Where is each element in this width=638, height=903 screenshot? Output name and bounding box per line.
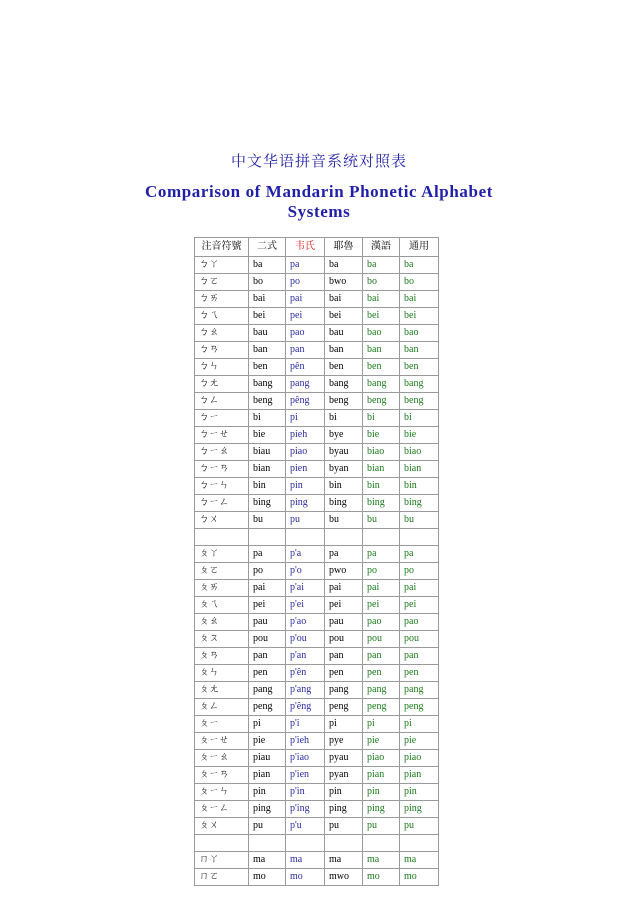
cell-zhuyin: ㄆㄞ — [195, 580, 249, 597]
cell-zhuyin: ㄇㄛ — [195, 869, 249, 886]
cell-yale: bang — [325, 376, 363, 393]
cell-tongyong — [400, 529, 439, 546]
table-row — [195, 274, 439, 291]
cell-erhshih: bin — [249, 478, 286, 495]
table-header-row — [195, 238, 439, 257]
cell-zhuyin: ㄅㄛ — [195, 274, 249, 291]
table-row — [195, 699, 439, 716]
table-row — [195, 308, 439, 325]
table-row — [195, 614, 439, 631]
cell-tongyong: beng — [400, 393, 439, 410]
cell-erhshih: bang — [249, 376, 286, 393]
cell-tongyong — [400, 835, 439, 852]
cell-erhshih: biau — [249, 444, 286, 461]
cell-tongyong: pie — [400, 733, 439, 750]
cell-wade-giles: p'ên — [286, 665, 325, 682]
cell-hanyu: pang — [363, 682, 400, 699]
cell-wade-giles: p'a — [286, 546, 325, 563]
cell-yale: pang — [325, 682, 363, 699]
cell-erhshih: pian — [249, 767, 286, 784]
cell-tongyong: pan — [400, 648, 439, 665]
cell-wade-giles — [286, 835, 325, 852]
cell-yale: pwo — [325, 563, 363, 580]
cell-zhuyin: ㄅㄠ — [195, 325, 249, 342]
table-row — [195, 852, 439, 869]
cell-tongyong: pa — [400, 546, 439, 563]
table-row — [195, 665, 439, 682]
comparison-table — [194, 237, 439, 886]
cell-hanyu: pa — [363, 546, 400, 563]
cell-yale: pyan — [325, 767, 363, 784]
cell-erhshih — [249, 835, 286, 852]
cell-zhuyin: ㄆㄧㄥ — [195, 801, 249, 818]
table-body — [195, 257, 439, 886]
cell-hanyu: pi — [363, 716, 400, 733]
cell-hanyu: pen — [363, 665, 400, 682]
cell-yale: peng — [325, 699, 363, 716]
cell-zhuyin: ㄅㄧㄠ — [195, 444, 249, 461]
cell-wade-giles: pu — [286, 512, 325, 529]
cell-hanyu: pian — [363, 767, 400, 784]
cell-hanyu: bu — [363, 512, 400, 529]
cell-wade-giles: p'ien — [286, 767, 325, 784]
cell-hanyu: bin — [363, 478, 400, 495]
cell-erhshih: pa — [249, 546, 286, 563]
cell-erhshih: pou — [249, 631, 286, 648]
cell-erhshih: pei — [249, 597, 286, 614]
cell-wade-giles: pa — [286, 257, 325, 274]
cell-yale: ma — [325, 852, 363, 869]
cell-erhshih: pi — [249, 716, 286, 733]
cell-tongyong: mo — [400, 869, 439, 886]
page-title-chinese: 中文华语拼音系统对照表 — [230, 152, 407, 170]
table-row — [195, 410, 439, 427]
table-row — [195, 784, 439, 801]
cell-erhshih: pai — [249, 580, 286, 597]
cell-wade-giles: p'i — [286, 716, 325, 733]
cell-hanyu: pan — [363, 648, 400, 665]
table-row — [195, 801, 439, 818]
table-row — [195, 529, 439, 546]
cell-hanyu: ba — [363, 257, 400, 274]
cell-wade-giles: p'ang — [286, 682, 325, 699]
cell-tongyong: bing — [400, 495, 439, 512]
cell-erhshih: bing — [249, 495, 286, 512]
cell-hanyu: ma — [363, 852, 400, 869]
cell-erhshih: bian — [249, 461, 286, 478]
cell-wade-giles: p'ei — [286, 597, 325, 614]
cell-tongyong: pu — [400, 818, 439, 835]
header-erhshih: 二式 — [249, 238, 286, 257]
cell-yale: bing — [325, 495, 363, 512]
cell-zhuyin: ㄅㄟ — [195, 308, 249, 325]
cell-yale: bi — [325, 410, 363, 427]
cell-erhshih: ba — [249, 257, 286, 274]
cell-hanyu: bang — [363, 376, 400, 393]
cell-zhuyin: ㄅㄧㄢ — [195, 461, 249, 478]
cell-hanyu: pie — [363, 733, 400, 750]
cell-zhuyin: ㄅㄧㄝ — [195, 427, 249, 444]
cell-hanyu: ping — [363, 801, 400, 818]
table-row — [195, 767, 439, 784]
cell-yale: bin — [325, 478, 363, 495]
cell-wade-giles: pin — [286, 478, 325, 495]
cell-wade-giles: pang — [286, 376, 325, 393]
cell-zhuyin — [195, 835, 249, 852]
cell-zhuyin: ㄆㄧ — [195, 716, 249, 733]
cell-yale: pi — [325, 716, 363, 733]
cell-wade-giles: mo — [286, 869, 325, 886]
cell-erhshih: bai — [249, 291, 286, 308]
header-zhuyin: 注音符號 — [195, 238, 249, 257]
cell-erhshih: pen — [249, 665, 286, 682]
cell-hanyu: bi — [363, 410, 400, 427]
cell-yale: ping — [325, 801, 363, 818]
table-row — [195, 597, 439, 614]
header-hanyu: 漢語 — [363, 238, 400, 257]
cell-yale: pau — [325, 614, 363, 631]
cell-wade-giles: pao — [286, 325, 325, 342]
table-row — [195, 478, 439, 495]
cell-tongyong: bi — [400, 410, 439, 427]
cell-wade-giles: p'ou — [286, 631, 325, 648]
cell-zhuyin: ㄅㄣ — [195, 359, 249, 376]
cell-hanyu: beng — [363, 393, 400, 410]
cell-hanyu: biao — [363, 444, 400, 461]
cell-yale: ba — [325, 257, 363, 274]
cell-hanyu: bie — [363, 427, 400, 444]
cell-erhshih: pin — [249, 784, 286, 801]
cell-tongyong: bu — [400, 512, 439, 529]
cell-wade-giles: p'ai — [286, 580, 325, 597]
header-tongyong: 通用 — [400, 238, 439, 257]
cell-zhuyin: ㄅㄚ — [195, 257, 249, 274]
cell-tongyong: pian — [400, 767, 439, 784]
cell-yale — [325, 835, 363, 852]
table-row — [195, 342, 439, 359]
header-wade-giles: 韦氏 — [286, 238, 325, 257]
cell-zhuyin: ㄅㄧㄥ — [195, 495, 249, 512]
cell-erhshih: ma — [249, 852, 286, 869]
cell-yale: bai — [325, 291, 363, 308]
cell-yale: pan — [325, 648, 363, 665]
cell-zhuyin: ㄆㄟ — [195, 597, 249, 614]
cell-tongyong: ping — [400, 801, 439, 818]
table-row — [195, 291, 439, 308]
cell-wade-giles: pien — [286, 461, 325, 478]
cell-wade-giles: p'in — [286, 784, 325, 801]
cell-tongyong: bian — [400, 461, 439, 478]
cell-wade-giles: pi — [286, 410, 325, 427]
cell-zhuyin: ㄅㄢ — [195, 342, 249, 359]
cell-tongyong: bin — [400, 478, 439, 495]
cell-tongyong: pen — [400, 665, 439, 682]
cell-yale: pye — [325, 733, 363, 750]
cell-hanyu: piao — [363, 750, 400, 767]
cell-yale: beng — [325, 393, 363, 410]
cell-wade-giles: piao — [286, 444, 325, 461]
cell-erhshih: bei — [249, 308, 286, 325]
cell-tongyong: bao — [400, 325, 439, 342]
cell-tongyong: ban — [400, 342, 439, 359]
cell-hanyu: bai — [363, 291, 400, 308]
cell-yale: pen — [325, 665, 363, 682]
cell-tongyong: pei — [400, 597, 439, 614]
cell-erhshih: beng — [249, 393, 286, 410]
cell-tongyong: bie — [400, 427, 439, 444]
cell-tongyong: pai — [400, 580, 439, 597]
cell-hanyu: pai — [363, 580, 400, 597]
cell-erhshih: bi — [249, 410, 286, 427]
cell-zhuyin: ㄆㄠ — [195, 614, 249, 631]
cell-yale: ban — [325, 342, 363, 359]
cell-hanyu: pao — [363, 614, 400, 631]
cell-wade-giles: p'ao — [286, 614, 325, 631]
cell-erhshih: pang — [249, 682, 286, 699]
cell-erhshih: bu — [249, 512, 286, 529]
cell-wade-giles: po — [286, 274, 325, 291]
cell-yale: bye — [325, 427, 363, 444]
cell-wade-giles: p'ieh — [286, 733, 325, 750]
cell-erhshih: ping — [249, 801, 286, 818]
cell-zhuyin: ㄅㄨ — [195, 512, 249, 529]
page-title-english — [100, 182, 538, 222]
table-row — [195, 563, 439, 580]
cell-zhuyin: ㄆㄡ — [195, 631, 249, 648]
table-row — [195, 648, 439, 665]
cell-hanyu: pin — [363, 784, 400, 801]
cell-wade-giles: pieh — [286, 427, 325, 444]
table-row — [195, 733, 439, 750]
cell-wade-giles: pan — [286, 342, 325, 359]
cell-erhshih: bau — [249, 325, 286, 342]
cell-wade-giles: p'u — [286, 818, 325, 835]
cell-yale: pa — [325, 546, 363, 563]
cell-yale: bau — [325, 325, 363, 342]
cell-hanyu: bo — [363, 274, 400, 291]
cell-hanyu: bao — [363, 325, 400, 342]
cell-zhuyin: ㄆㄧㄠ — [195, 750, 249, 767]
cell-hanyu: pei — [363, 597, 400, 614]
cell-tongyong: ba — [400, 257, 439, 274]
cell-erhshih: pie — [249, 733, 286, 750]
cell-zhuyin: ㄅㄤ — [195, 376, 249, 393]
cell-wade-giles: pêng — [286, 393, 325, 410]
table-row — [195, 580, 439, 597]
table-row — [195, 495, 439, 512]
table-row — [195, 546, 439, 563]
cell-tongyong: bang — [400, 376, 439, 393]
cell-erhshih: pan — [249, 648, 286, 665]
cell-hanyu: bing — [363, 495, 400, 512]
cell-zhuyin: ㄆㄚ — [195, 546, 249, 563]
cell-wade-giles: pai — [286, 291, 325, 308]
cell-tongyong: ma — [400, 852, 439, 869]
cell-hanyu: mo — [363, 869, 400, 886]
cell-wade-giles: p'o — [286, 563, 325, 580]
cell-yale: byau — [325, 444, 363, 461]
cell-erhshih: pu — [249, 818, 286, 835]
cell-erhshih: piau — [249, 750, 286, 767]
cell-tongyong: pin — [400, 784, 439, 801]
cell-hanyu: pu — [363, 818, 400, 835]
cell-yale: pu — [325, 818, 363, 835]
cell-yale — [325, 529, 363, 546]
cell-zhuyin: ㄆㄣ — [195, 665, 249, 682]
cell-wade-giles: pei — [286, 308, 325, 325]
cell-tongyong: biao — [400, 444, 439, 461]
cell-wade-giles — [286, 529, 325, 546]
cell-erhshih: peng — [249, 699, 286, 716]
cell-tongyong: pi — [400, 716, 439, 733]
cell-wade-giles: p'an — [286, 648, 325, 665]
cell-hanyu: bei — [363, 308, 400, 325]
cell-hanyu: pou — [363, 631, 400, 648]
cell-tongyong: peng — [400, 699, 439, 716]
cell-tongyong: bo — [400, 274, 439, 291]
cell-zhuyin: ㄆㄧㄣ — [195, 784, 249, 801]
cell-zhuyin: ㄅㄞ — [195, 291, 249, 308]
cell-wade-giles: p'êng — [286, 699, 325, 716]
cell-erhshih: ban — [249, 342, 286, 359]
cell-zhuyin: ㄆㄛ — [195, 563, 249, 580]
cell-yale: bwo — [325, 274, 363, 291]
header-yale: 耶魯 — [325, 238, 363, 257]
table-row — [195, 631, 439, 648]
cell-hanyu: ban — [363, 342, 400, 359]
cell-zhuyin: ㄆㄧㄢ — [195, 767, 249, 784]
cell-yale: bei — [325, 308, 363, 325]
cell-zhuyin: ㄆㄧㄝ — [195, 733, 249, 750]
page-title-english-line1: Comparison of Mandarin Phonetic Alphabet — [145, 182, 493, 201]
cell-wade-giles: pên — [286, 359, 325, 376]
cell-zhuyin: ㄇㄚ — [195, 852, 249, 869]
table-row — [195, 359, 439, 376]
cell-wade-giles: p'iao — [286, 750, 325, 767]
cell-wade-giles: ma — [286, 852, 325, 869]
cell-zhuyin: ㄆㄢ — [195, 648, 249, 665]
cell-zhuyin: ㄅㄧ — [195, 410, 249, 427]
cell-erhshih: bie — [249, 427, 286, 444]
cell-tongyong: pang — [400, 682, 439, 699]
cell-tongyong: bei — [400, 308, 439, 325]
cell-erhshih: ben — [249, 359, 286, 376]
table-row — [195, 818, 439, 835]
cell-yale: bu — [325, 512, 363, 529]
table-row — [195, 512, 439, 529]
cell-tongyong: po — [400, 563, 439, 580]
table-row — [195, 257, 439, 274]
table-row — [195, 376, 439, 393]
cell-yale: pin — [325, 784, 363, 801]
cell-tongyong: pao — [400, 614, 439, 631]
cell-zhuyin: ㄆㄨ — [195, 818, 249, 835]
cell-hanyu — [363, 529, 400, 546]
cell-tongyong: piao — [400, 750, 439, 767]
table-row — [195, 427, 439, 444]
cell-hanyu: ben — [363, 359, 400, 376]
cell-yale: ben — [325, 359, 363, 376]
cell-wade-giles: p'ing — [286, 801, 325, 818]
cell-yale: pyau — [325, 750, 363, 767]
cell-yale: byan — [325, 461, 363, 478]
cell-yale: mwo — [325, 869, 363, 886]
cell-yale: pei — [325, 597, 363, 614]
table-row — [195, 716, 439, 733]
table-row — [195, 461, 439, 478]
cell-erhshih: po — [249, 563, 286, 580]
cell-wade-giles: ping — [286, 495, 325, 512]
table-row — [195, 393, 439, 410]
cell-yale: pai — [325, 580, 363, 597]
cell-hanyu — [363, 835, 400, 852]
cell-erhshih: mo — [249, 869, 286, 886]
page-title-english-line2: Systems — [287, 202, 351, 221]
table-row — [195, 835, 439, 852]
cell-erhshih: pau — [249, 614, 286, 631]
cell-hanyu: po — [363, 563, 400, 580]
cell-tongyong: bai — [400, 291, 439, 308]
cell-zhuyin: ㄆㄤ — [195, 682, 249, 699]
table-row — [195, 325, 439, 342]
cell-zhuyin: ㄅㄧㄣ — [195, 478, 249, 495]
cell-tongyong: pou — [400, 631, 439, 648]
cell-zhuyin: ㄆㄥ — [195, 699, 249, 716]
table-row — [195, 444, 439, 461]
cell-erhshih: bo — [249, 274, 286, 291]
cell-erhshih — [249, 529, 286, 546]
cell-yale: pou — [325, 631, 363, 648]
cell-hanyu: bian — [363, 461, 400, 478]
cell-zhuyin: ㄅㄥ — [195, 393, 249, 410]
table-row — [195, 750, 439, 767]
cell-zhuyin — [195, 529, 249, 546]
table-row — [195, 682, 439, 699]
cell-tongyong: ben — [400, 359, 439, 376]
table-row — [195, 869, 439, 886]
cell-hanyu: peng — [363, 699, 400, 716]
